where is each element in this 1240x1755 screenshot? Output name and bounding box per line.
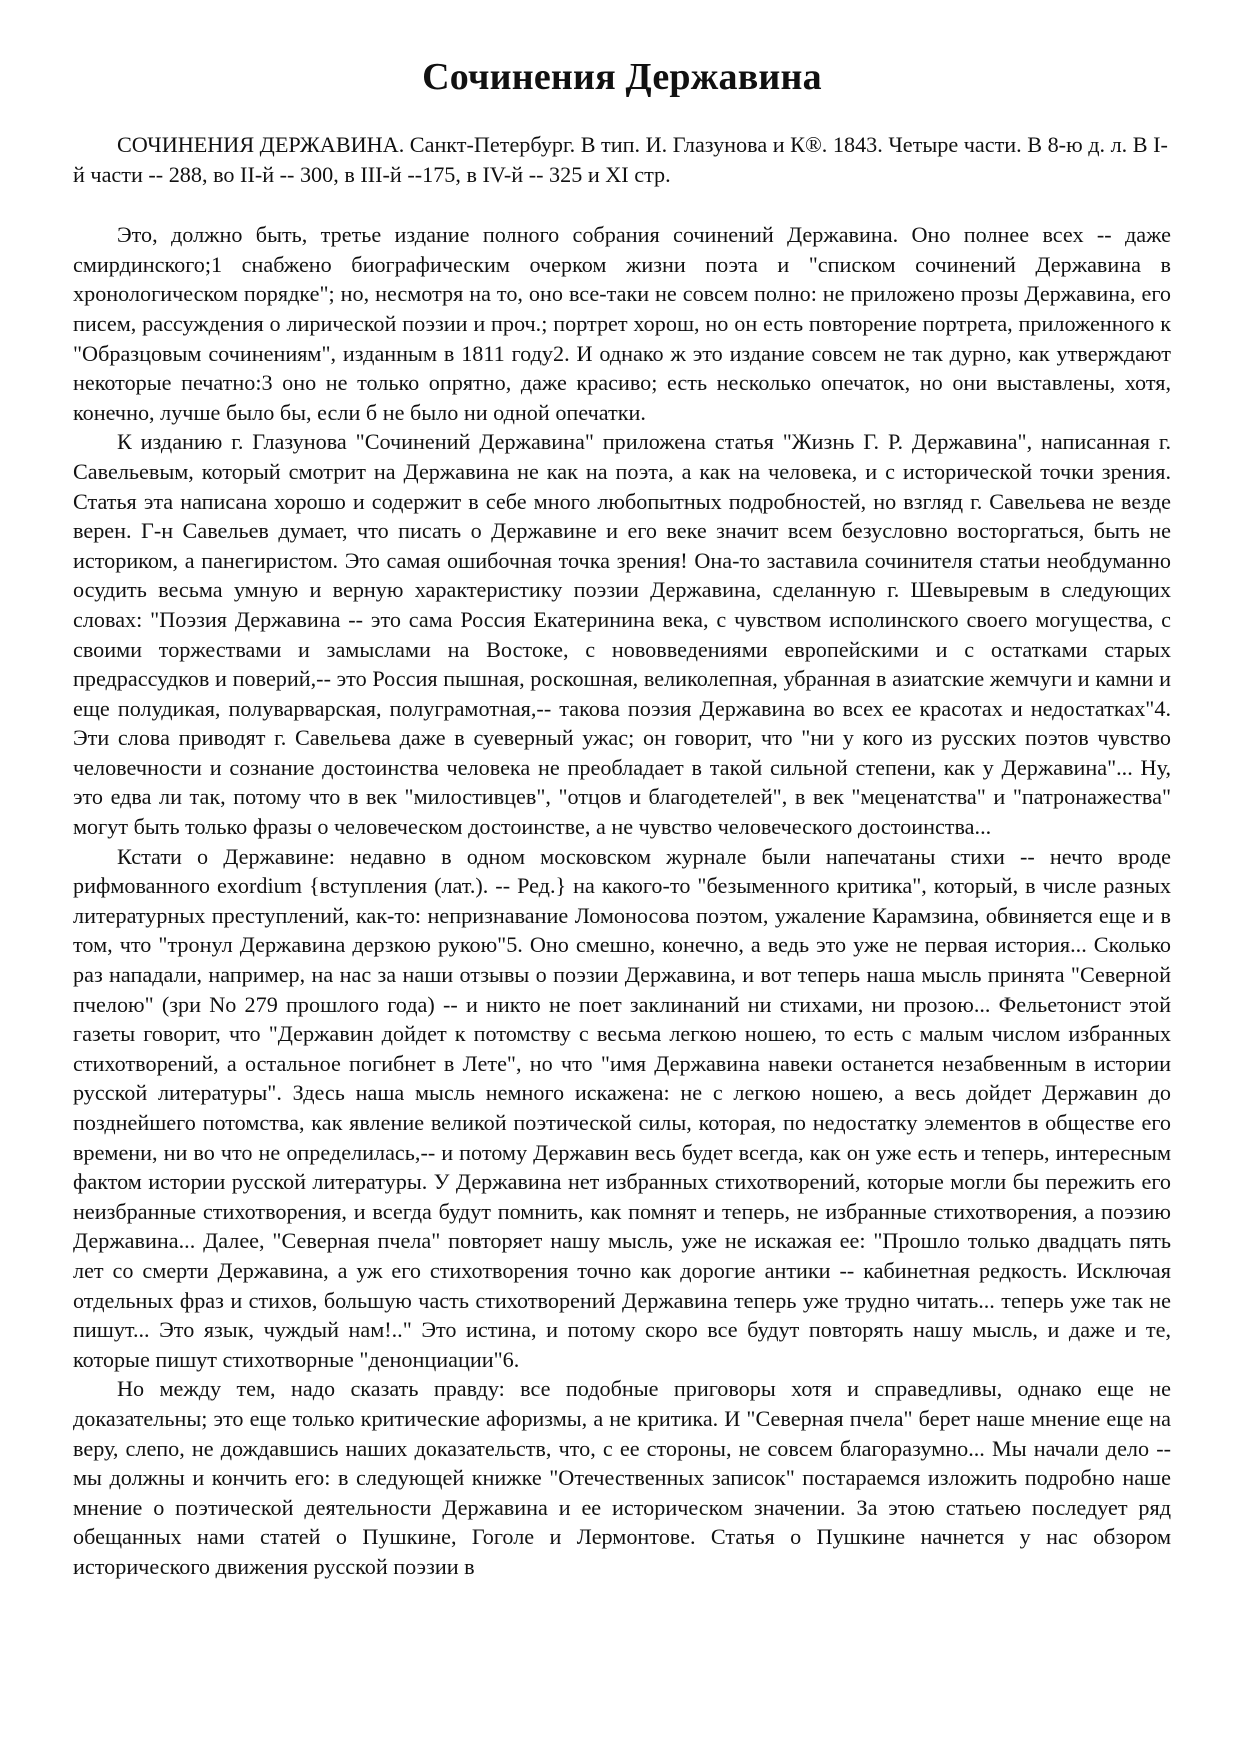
body-paragraph: К изданию г. Глазунова "Сочинений Державина" приложена статья "Жизнь Г. Р. Державина", написанная г. Савельевым, который смотрит на Державина не как на поэта, а как на человека, и с исторической точки зрения. Статья эта написана хорошо и содержит в себе много любопытных подробностей, но взгляд г. Савельева не везде верен. Г-н Савельев думает, что писать о Державине и его веке значит всем безусловно восторгаться, быть не историком, а панегиристом. Это самая ошибочная точка зрения! Она-то заставила сочинителя статьи необдуманно осудить весьма умную и верную характеристику поэзии Державина, сделанную г. Шевыревым в следующих словах: "Поэзия Державина -- это сама Россия Екатеринина века, с чувством исполинского своего могущества, с своими торжествами и замыслами на Востоке, с нововведениями европейскими и с остатками старых предрассудков и поверий,-- это Россия пышная, роскошная, великолепная, убранная в азиатские жемчуги и камни и еще полудикая, полуварварская, полуграмотная,-- такова поэзия Державина во всех ее красотах и недостатках"4. Эти слова приводят г. Савельева даже в суеверный ужас; он говорит, что "ни у кого из русских поэтов чувство человечности и сознание достоинства человека не преобладает в такой сильной степени, как у Державина"... Ну, это едва ли так, потому что в век "милостивцев", "отцов и благодетелей", в век "меценатства" и "патронажества" могут быть только фразы о человеческом достоинстве, а не чувство человеческого достоинства... (73, 429, 1171, 840)
body-paragraph: Но между тем, надо сказать правду: все подобные приговоры хотя и справедливы, однако еще не доказательны; это еще только критические афоризмы, а не критика. И "Северная пчела" берет наше мнение еще на веру, слепо, не дождавшись наших доказательств, что, с ее стороны, не совсем благоразумно... Мы начали дело -- мы должны и кончить его: в следующей книжке "Отечественных записок" постараемся изложить подробно наше мнение о поэтической деятельности Державина и ее историческом значении. За этою статьею последует ряд обещанных нами статей о Пушкине, Гоголе и Лермонтове. Статья о Пушкине начнется у нас обзором исторического движения русской поэзии в (73, 1376, 1171, 1579)
document-title: Сочинения Державина (422, 56, 822, 98)
imprint-paragraph: СОЧИНЕНИЯ ДЕРЖАВИНА. Санкт-Петербург. В тип. И. Глазунова и К®. 1843. Четыре части. В 8-ю д. л. В I-й части -- 288, во II-й -- 300, в III-й --175, в IV-й -- 325 и XI стр. (73, 132, 1168, 187)
body-paragraph: Кстати о Державине: недавно в одном московском журнале были напечатаны стихи -- нечто вроде рифмованного exordium {вступления (лат.). -- Ред.} на какого-то "безыменного критика", который, в числе разных литературных преступлений, как-то: непризнавание Ломоносова поэтом, ужаление Карамзина, обвиняется еще и в том, что "тронул Державина дерзкою рукою"5. Оно смешно, конечно, а ведь это уже не первая история... Сколько раз нападали, например, на нас за наши отзывы о поэзии Державина, и вот теперь наша мысль принята "Северной пчелою" (зри No 279 прошлого года) -- и никто не поет заклинаний ни стихами, ни прозою... Фельетонист этой газеты говорит, что "Державин дойдет к потомству с весьма легкою ношею, то есть с малым числом избранных стихотворений, а остальное погибнет в Лете", но что "имя Державина навеки останется незабвенным в истории русской литературы". Здесь наша мысль немного искажена: не с легкою ношею, а весь дойдет Державин до позднейшего потомства, как явление великой поэтической силы, которая, по недостатку элементов в обществе его времени, ни во что не определилась,-- и потому Державин весь будет всегда, как он уже есть и теперь, интересным фактом истории русской литературы. У Державина нет избранных стихотворений, которые могли бы пережить его неизбранные стихотворения, и всегда будут помнить, как помнят и теперь, не избранные стихотворения, а поэзию Державина... Далее, "Северная пчела" повторяет нашу мысль, уже не искажая ее: "Прошло только двадцать пять лет со смерти Державина, а уж его стихотворения точно как дорогие антики -- кабинетная редкость. Исключая отдельных фраз и стихов, большую часть стихотворений Державина теперь уже трудно читать... теперь уже так не пишут... Это язык, чуждый нам!.." Это истина, и потому скоро все будут повторять нашу мысль, и даже и те, которые пишут стихотворные "денонциации"6. (73, 843, 1171, 1372)
body-paragraph: Это, должно быть, третье издание полного собрания сочинений Державина. Оно полнее всех -- даже смирдинского;1 снабжено биографическим очерком жизни поэта и "списком сочинений Державина в хронологическом порядке"; но, несмотря на то, оно все-таки не совсем полно: не приложено прозы Державина, его писем, рассуждения о лирической поэзии и проч.; портрет хорош, но он есть повторение портрета, приложенного к "Образцовым сочинениям", изданным в 1811 году2. И однако ж это издание совсем не так дурно, как утверждают некоторые печатно:3 оно не только опрятно, даже красиво; есть несколько опечаток, но они выставлены, хотя, конечно, лучше было бы, если б не было ни одной опечатки. (73, 222, 1171, 425)
document-page (73, 52, 1171, 1582)
